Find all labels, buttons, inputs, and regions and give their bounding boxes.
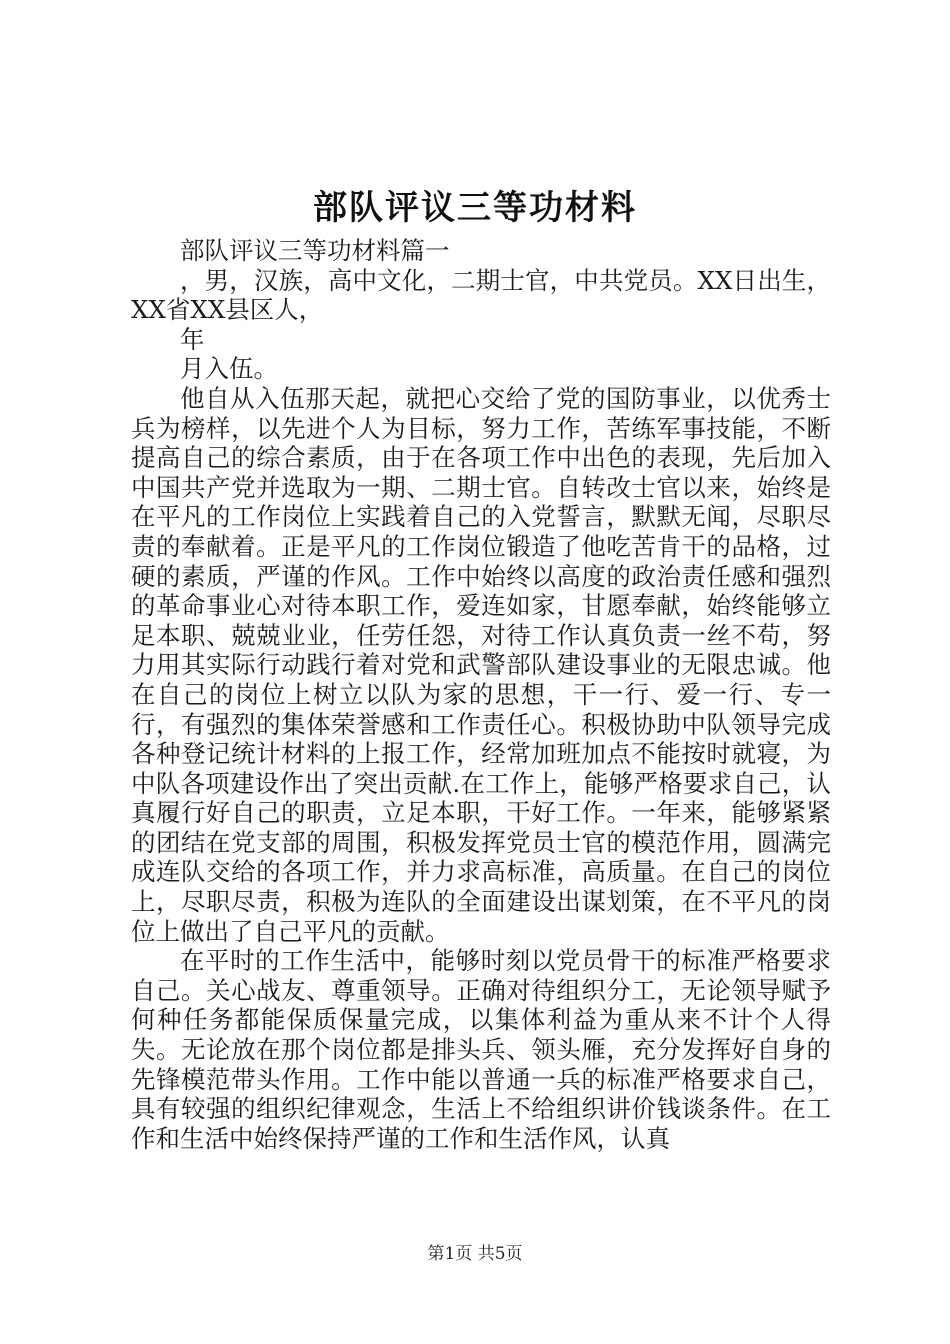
- paragraph-enlistment: 月入伍。: [180, 354, 278, 384]
- page-number: 第1页 共5页: [427, 1244, 523, 1264]
- document-body: [131, 236, 831, 1153]
- paragraph-year: 年: [180, 324, 205, 354]
- paragraph-profile: ，男，汉族，高中文化，二期士官，中共党员。XX日出生，XX省XX县区人，: [131, 265, 831, 325]
- section-heading: 部队评议三等功材料篇一: [180, 236, 450, 265]
- document-title: 部队评议三等功材料: [313, 188, 637, 228]
- paragraph-merits: 他自从入伍那天起，就把心交给了党的国防事业，以优秀士兵为榜样，以先进个人为目标，努力工作，苦练军事技能，不断提高自己的综合素质，由于在各项工作中出色的表现，先后加入中国共产党并选取为一期、二期士官。自转改士官以来，始终是在平凡的工作岗位上实践着自己的入党誓言，默默无闻，尽职尽责的奉献着。正是平凡的工作岗位锻造了他吃苦肯干的品格，过硬的素质，严谨的作风。工作中始终以高度的政治责任感和强烈的革命事业心对待本职工作，爱连如家，甘愿奉献，始终能够立足本职、兢兢业业，任劳任怨，对待工作认真负责一丝不苟，努力用其实际行动践行着对党和武警部队建设事业的无限忠诚。他在自己的岗位上树立以队为家的思想，干一行、爱一行、专一行，有强烈的集体荣誉感和工作责任心。积极协助中队领导完成各种登记统计材料的上报工作，经常加班加点不能按时就寝，为中队各项建设作出了突出贡献.在工作上，能够严格要求自己，认真履行好自己的职责，立足本职，干好工作。一年来，能够紧紧的团结在党支部的周围，积极发挥党员士官的模范作用，圆满完成连队交给的各项工作，并力求高标准，高质量。在自己的岗位上，尽职尽责，积极为连队的全面建设出谋划策，在不平凡的岗位上做出了自己平凡的贡献。: [131, 383, 831, 946]
- paragraph-conduct: 在平时的工作生活中，能够时刻以党员骨干的标准严格要求自己。关心战友、尊重领导。正确对待组织分工，无论领导赋予何种任务都能保质保量完成，以集体利益为重从来不计个人得失。无论放在那个岗位都是排头兵、领头雁，充分发挥好自身的先锋模范带头作用。工作中能以普通一兵的标准严格要求自己，具有较强的组织纪律观念，生活上不给组织讲价钱谈条件。在工作和生活中始终保持严谨的工作和生活作风，认真: [131, 946, 831, 1153]
